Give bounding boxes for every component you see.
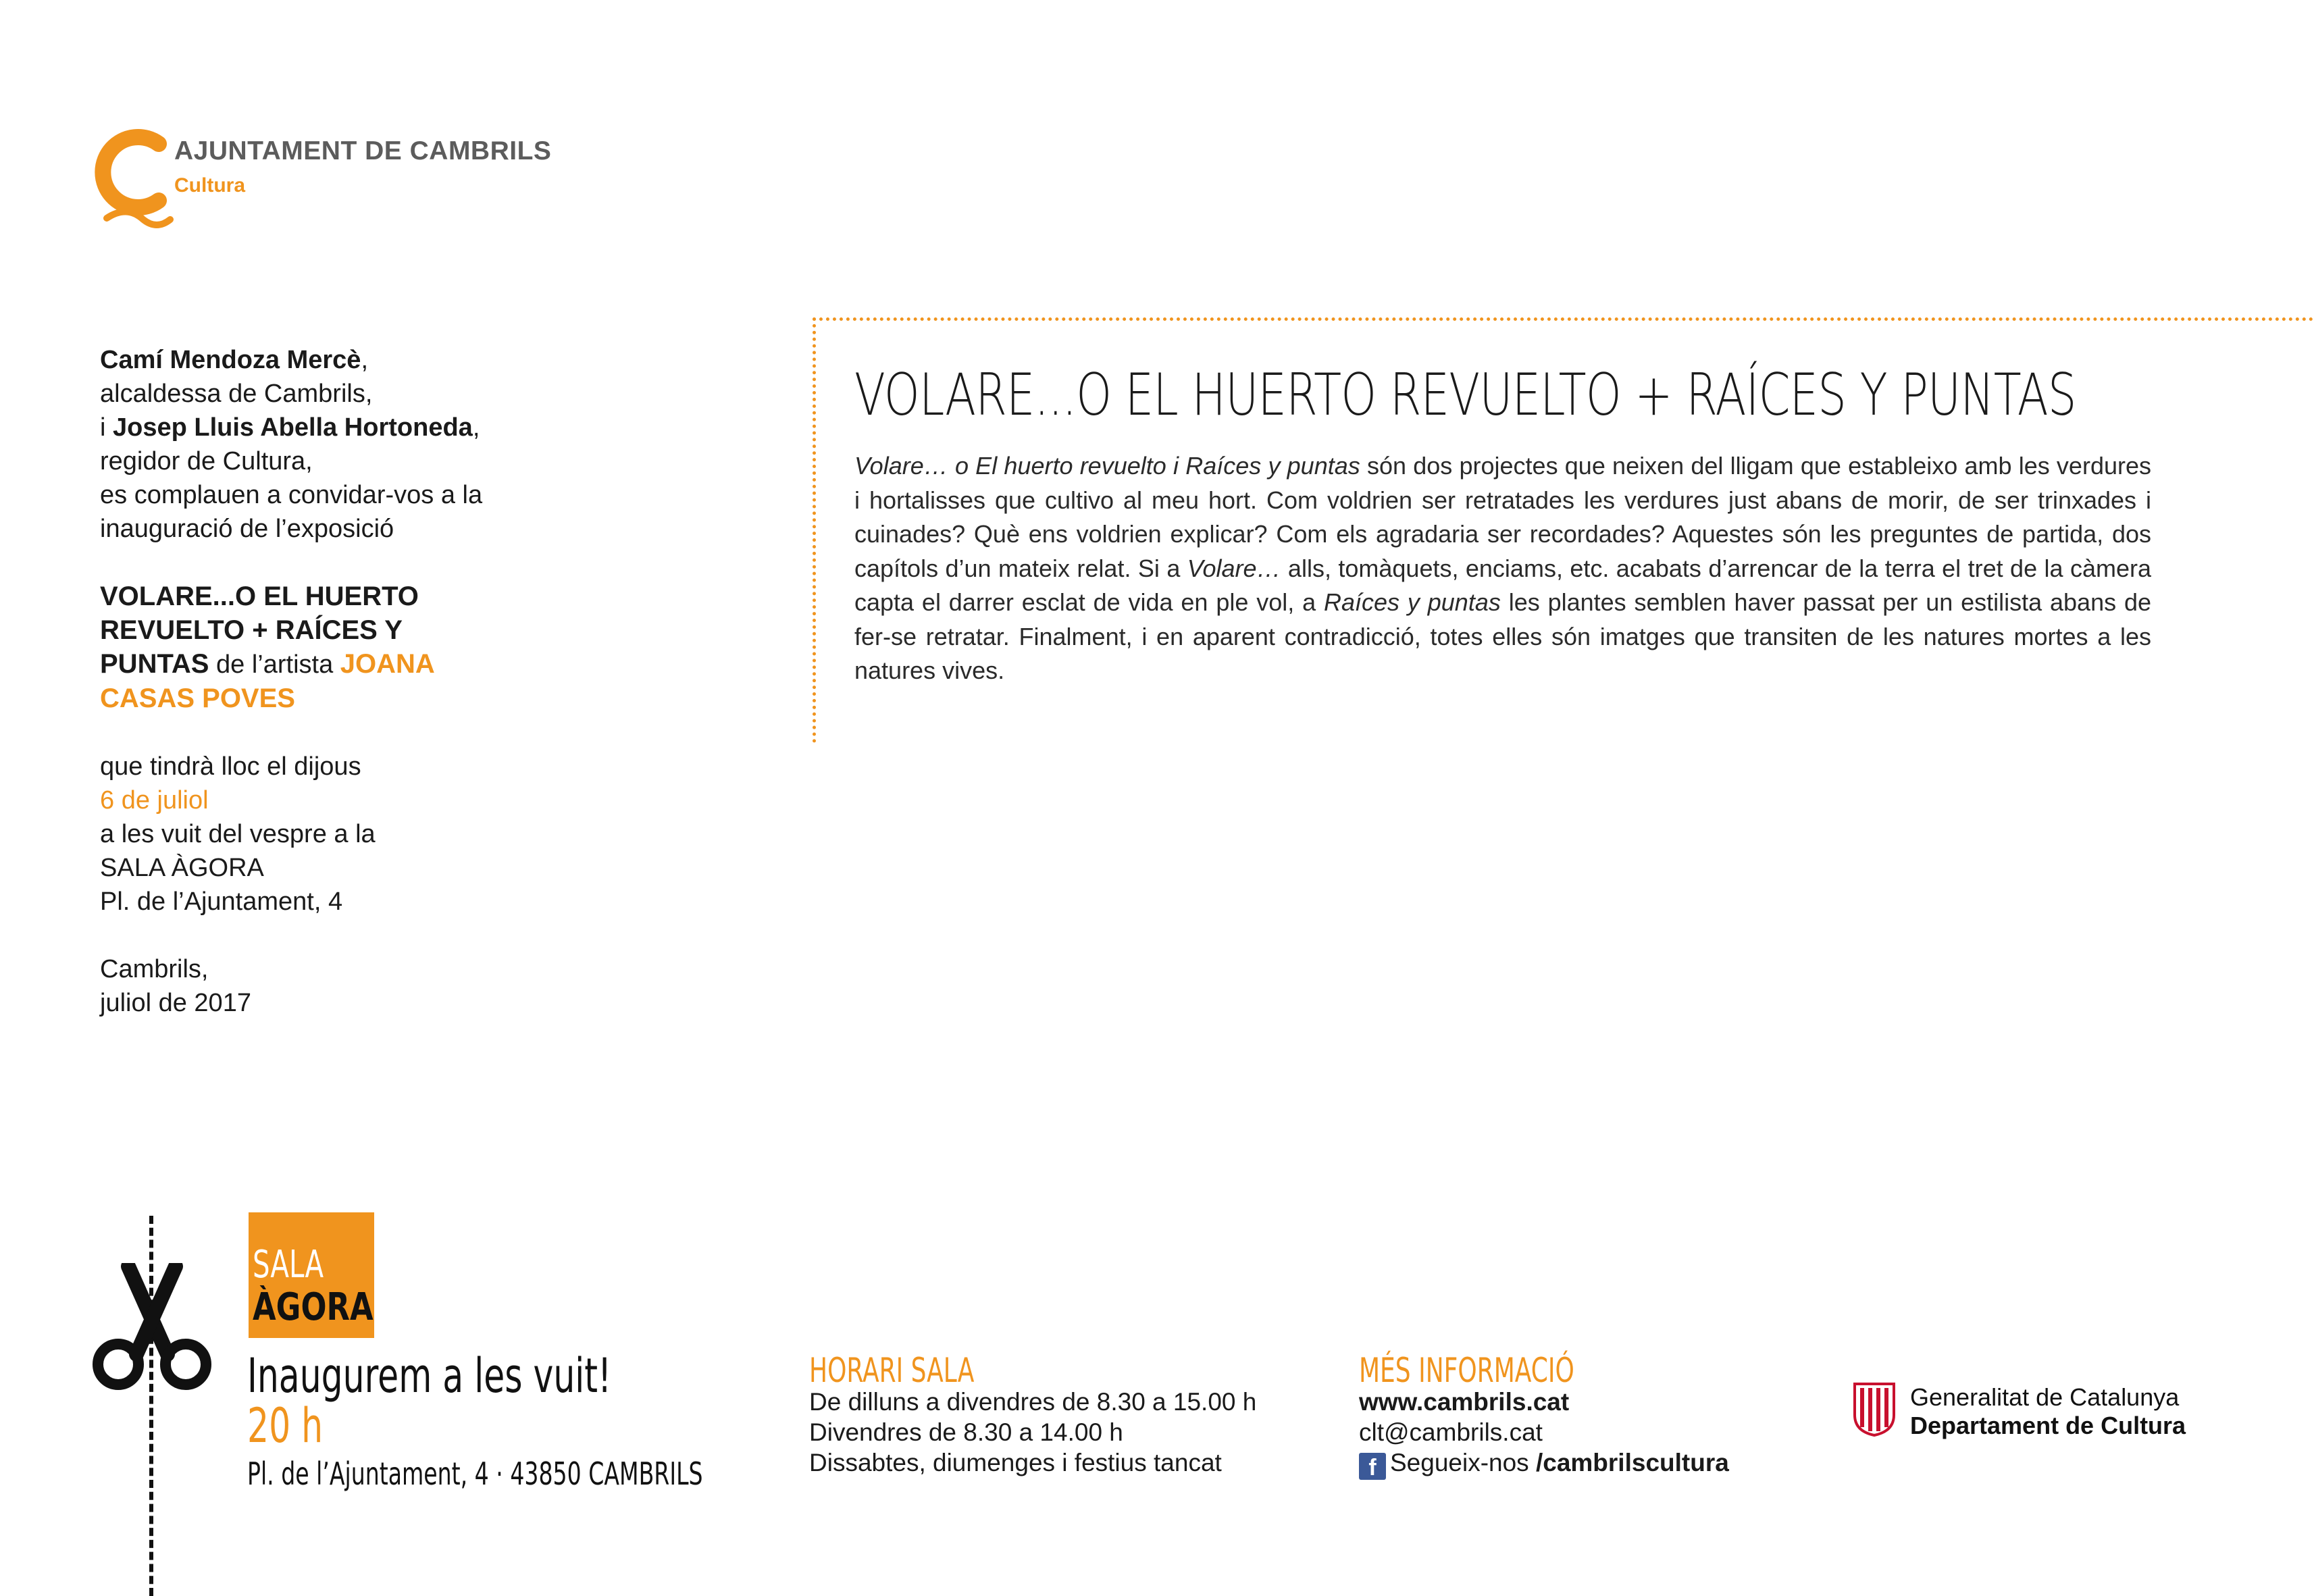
host1-role: alcaldessa de Cambrils, bbox=[100, 380, 373, 408]
inauguration-time: 20 h bbox=[247, 1398, 324, 1453]
description-italic-segment: Raíces y puntas bbox=[1323, 588, 1501, 616]
sala-label: SALA bbox=[253, 1243, 324, 1287]
artist-name-l2: CASAS POVES bbox=[100, 684, 295, 713]
description-italic-segment: Volare… o El huerto revuelto i Raíces y puntas bbox=[854, 452, 1360, 480]
facebook-icon[interactable]: f bbox=[1359, 1453, 1386, 1480]
venue-address: Pl. de l’Ajuntament, 4 bbox=[100, 887, 343, 916]
description-segment: les plantes semblen haver passat per un estilista abans de fer-se retratar. Finalment, i en aparent contradicció, totes elles són imatges que transiten de les natures mortes a les natures vives. bbox=[854, 588, 2151, 684]
host2-name: Josep Lluis Abella Hortoneda bbox=[113, 413, 473, 442]
horari-line: Dissabtes, diumenges i festius tancat bbox=[809, 1449, 1222, 1476]
agora-label: ÀGORA bbox=[253, 1285, 374, 1329]
mes-info-list bbox=[1359, 1387, 1729, 1480]
invite-line: es complauen a convidar-vos a la bbox=[100, 481, 483, 509]
event-date: 6 de juliol bbox=[100, 786, 209, 815]
generalitat-name: Generalitat de Catalunya bbox=[1910, 1383, 2180, 1411]
description-segment: alls, tomàquets, enciams, etc. acabats d’arrencar de la terra el tret de la càmera capta el darrer esclat de vida en ple vol, a bbox=[854, 554, 2151, 616]
place: Cambrils, bbox=[100, 955, 209, 983]
venue-full-address: Pl. de l’Ajuntament, 4 · 43850 CAMBRILS bbox=[247, 1456, 703, 1492]
mes-info-heading: MÉS INFORMACIÓ bbox=[1359, 1351, 1574, 1390]
website-link[interactable]: www.cambrils.cat bbox=[1359, 1388, 1570, 1416]
punct: , bbox=[472, 413, 480, 442]
dotted-divider-top bbox=[813, 317, 2314, 321]
cambrils-logo-icon bbox=[95, 125, 176, 233]
exhibition-name-l3: PUNTAS bbox=[100, 649, 209, 679]
host2-role: regidor de Cultura, bbox=[100, 447, 313, 475]
exhibition-description bbox=[854, 449, 2151, 688]
by-artist: de l’artista bbox=[209, 650, 340, 679]
inauguration-line: inauguració de l’exposició bbox=[100, 515, 394, 543]
generalitat-emblem-icon bbox=[1852, 1381, 1897, 1437]
generalitat-department: Departament de Cultura bbox=[1910, 1412, 2186, 1439]
exhibition-name-l1: VOLARE...O EL HUERTO bbox=[100, 582, 419, 611]
horari-list bbox=[809, 1387, 1256, 1478]
social-handle-link[interactable]: /cambrilscultura bbox=[1535, 1449, 1729, 1476]
org-name: AJUNTAMENT DE CAMBRILS bbox=[174, 136, 552, 165]
description-segment: són dos projectes que neixen del lligam que estableixo amb les verdures i hortalisses que cultivo al meu hort. Com voldrien ser retratades les verdures just abans de morir, de ser trinxades i cuinades? Què ens voldrien explicar? Com els agradaria ser recordades? Aquestes són les preguntes de partida, dos capítols d’un mateix relat. Si a bbox=[854, 452, 2151, 582]
inaugurem-heading: Inaugurem a les vuit! bbox=[247, 1348, 612, 1404]
follow-label: Segueix-nos bbox=[1390, 1449, 1536, 1476]
host1-name: Camí Mendoza Mercè bbox=[100, 346, 361, 374]
horari-line: Divendres de 8.30 a 14.00 h bbox=[809, 1418, 1123, 1446]
exhibition-name-l2: REVUELTO + RAÍCES Y bbox=[100, 615, 403, 645]
venue-name: SALA ÀGORA bbox=[100, 854, 264, 882]
org-department: Cultura bbox=[174, 174, 245, 197]
horari-heading: HORARI SALA bbox=[809, 1351, 975, 1390]
when-line: que tindrà lloc el dijous bbox=[100, 752, 361, 781]
conj: i bbox=[100, 413, 113, 442]
email-link[interactable]: clt@cambrils.cat bbox=[1359, 1418, 1543, 1446]
invitation-text bbox=[100, 343, 775, 1020]
dotted-divider-left bbox=[813, 317, 816, 743]
time-line: a les vuit del vespre a la bbox=[100, 820, 376, 848]
scissors-icon bbox=[88, 1263, 216, 1391]
exhibition-title: VOLARE...O EL HUERTO REVUELTO + RAÍCES Y PUNTAS bbox=[854, 361, 2076, 429]
artist-name-l1: JOANA bbox=[340, 649, 435, 679]
horari-line: De dilluns a divendres de 8.30 a 15.00 h bbox=[809, 1388, 1257, 1416]
description-italic-segment: Volare… bbox=[1187, 554, 1281, 582]
date-month: juliol de 2017 bbox=[100, 989, 251, 1017]
punct: , bbox=[361, 346, 369, 374]
